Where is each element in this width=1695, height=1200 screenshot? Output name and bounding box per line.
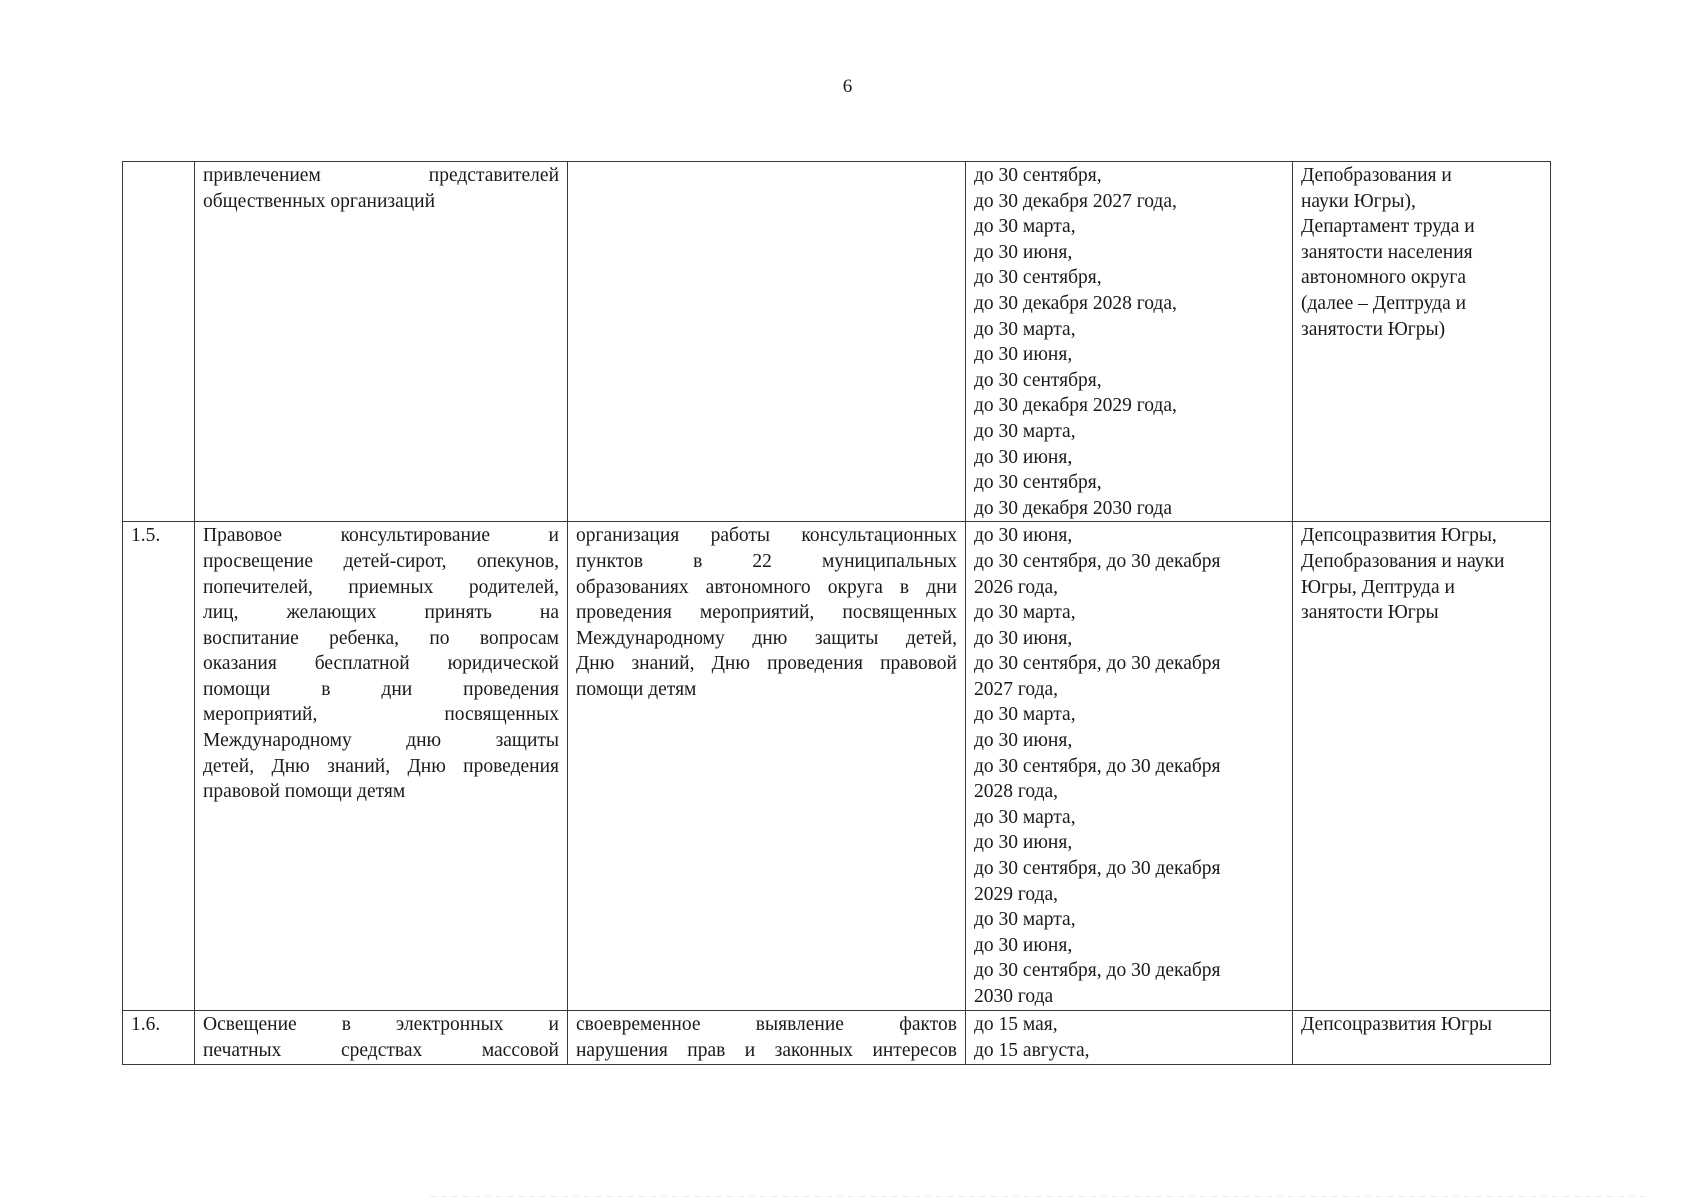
deadline-text-line: до 30 марта, [974, 704, 1076, 726]
deadline-text-line: 2027 года, [974, 678, 1059, 700]
event-cell [195, 522, 568, 1011]
deadline-text-line: до 30 марта, [974, 909, 1076, 931]
event-text-line: лиц, желающих принять на [203, 602, 559, 624]
deadline-text-line: до 15 мая, [974, 1014, 1058, 1036]
deadline-text-line: 2026 года, [974, 576, 1059, 598]
responsible-text-line: Депсоцразвития Югры, [1301, 525, 1497, 547]
responsible-text-line: (далее – Дептруда и [1301, 292, 1467, 314]
deadline-text-line: до 30 июня, [974, 934, 1073, 956]
event-text-line: помощи в дни проведения [203, 678, 559, 700]
deadline-text-line: до 30 июня, [974, 730, 1073, 752]
event-text-line: детей, Дню знаний, Дню проведения [203, 755, 559, 777]
responsible-text-line: Югры, Дептруда и [1301, 576, 1455, 598]
deadline-text-line: до 30 сентября, [974, 369, 1102, 391]
responsible-text-line: занятости Югры [1301, 602, 1439, 624]
deadline-text-line: до 15 августа, [974, 1039, 1090, 1061]
responsible-text-line: Депобразования и [1301, 165, 1452, 186]
deadline-text-line: до 30 июня, [974, 241, 1073, 263]
event-cell [195, 1011, 568, 1064]
deadline-text-line: до 30 июня, [974, 627, 1073, 649]
event-text-line: Международному дню защиты [203, 730, 559, 752]
deadline-text-line: до 30 декабря 2027 года, [974, 190, 1177, 212]
deadline-text-line: до 30 марта, [974, 216, 1076, 238]
table-row [123, 162, 1551, 522]
deadline-text-line: до 30 сентября, до 30 декабря [974, 858, 1221, 880]
event-text-line: печатных средствах массовой [203, 1039, 559, 1061]
result-text-line: Международному дню защиты детей, [576, 627, 957, 649]
event-text-line: правовой помощи детям [203, 781, 406, 803]
deadline-cell [966, 522, 1293, 1011]
responsible-cell [1293, 1011, 1551, 1064]
deadline-text-line: до 30 марта, [974, 420, 1076, 442]
responsible-text-line: занятости населения [1301, 241, 1473, 263]
deadline-text-line: до 30 марта, [974, 318, 1076, 340]
responsible-text-line: Департамент труда и [1301, 216, 1475, 238]
result-text-line: организация работы консультационных [576, 525, 957, 547]
event-text-line: оказания бесплатной юридической [203, 653, 559, 675]
page-number: 6 [842, 76, 853, 97]
deadline-text-line: 2030 года [974, 986, 1054, 1007]
event-cell [195, 162, 568, 522]
event-text-line: общественных организаций [203, 190, 436, 212]
deadline-text-line: до 30 июня, [974, 525, 1073, 547]
event-text-line: попечителей, приемных родителей, [203, 576, 559, 598]
deadline-text-line: до 30 декабря 2029 года, [974, 395, 1177, 417]
deadline-text-line: 2028 года, [974, 781, 1059, 803]
deadline-text-line: до 30 сентября, до 30 декабря [974, 960, 1221, 982]
deadline-text-line: до 30 марта, [974, 806, 1076, 828]
result-text-line: своевременное выявление фактов [576, 1014, 957, 1036]
deadline-text-line: до 30 сентября, до 30 декабря [974, 550, 1221, 572]
result-text-line: Дню знаний, Дню проведения правовой [576, 653, 957, 675]
deadline-text-line: до 30 июня, [974, 344, 1073, 366]
deadline-text-line: до 30 марта, [974, 602, 1076, 624]
result-text-line: нарушения прав и законных интересов [576, 1039, 957, 1061]
deadline-cell [966, 162, 1293, 522]
deadline-text-line: до 30 сентября, до 30 декабря [974, 755, 1221, 777]
responsible-cell [1293, 162, 1551, 522]
deadline-text-line: до 30 сентября, [974, 165, 1102, 186]
result-text-line: проведения мероприятий, посвященных [576, 602, 957, 624]
table-row [123, 1011, 1551, 1064]
event-text-line: привлечением представителей [203, 165, 559, 186]
plan-table [122, 161, 1551, 1065]
responsible-text-line: занятости Югры) [1301, 318, 1446, 340]
row-number-cell [123, 1011, 195, 1064]
deadline-text-line: до 30 июня, [974, 446, 1073, 468]
deadline-text-line: до 30 сентября, до 30 декабря [974, 653, 1221, 675]
responsible-text-line: науки Югры), [1301, 190, 1416, 212]
event-text-line: мероприятий, посвященных [203, 704, 559, 726]
deadline-text-line: 2029 года, [974, 883, 1059, 905]
result-cell [568, 1011, 966, 1064]
responsible-text-line: Депсоцразвития Югры [1301, 1014, 1492, 1036]
deadline-text-line: до 30 декабря 2030 года [974, 497, 1172, 519]
result-text-line: образованиях автономного округа в дни [576, 576, 957, 598]
deadline-cell [966, 1011, 1293, 1064]
deadline-text-line: до 30 июня, [974, 832, 1073, 854]
event-text-line: Правовое консультирование и [203, 525, 559, 547]
responsible-cell [1293, 522, 1551, 1011]
responsible-text-line: автономного округа [1301, 267, 1466, 289]
deadline-text-line: до 30 сентября, [974, 472, 1102, 494]
result-text-line: помощи детям [576, 678, 697, 700]
deadline-text-line: до 30 сентября, [974, 267, 1102, 289]
event-text-line: Освещение в электронных и [203, 1014, 559, 1036]
table-row [123, 522, 1551, 1011]
row-number: 1.6. [131, 1014, 161, 1036]
result-cell [568, 162, 966, 522]
event-text-line: воспитание ребенка, по вопросам [203, 627, 559, 649]
event-text-line: просвещение детей-сирот, опекунов, [203, 550, 559, 572]
row-number-cell [123, 522, 195, 1011]
responsible-text-line: Депобразования и науки [1301, 550, 1505, 572]
deadline-text-line: до 30 декабря 2028 года, [974, 292, 1177, 314]
result-cell [568, 522, 966, 1011]
row-number: 1.5. [131, 525, 161, 547]
result-text-line: пунктов в 22 муниципальных [576, 550, 957, 572]
scan-artifact-line [430, 1196, 1650, 1197]
row-number-cell [123, 162, 195, 522]
